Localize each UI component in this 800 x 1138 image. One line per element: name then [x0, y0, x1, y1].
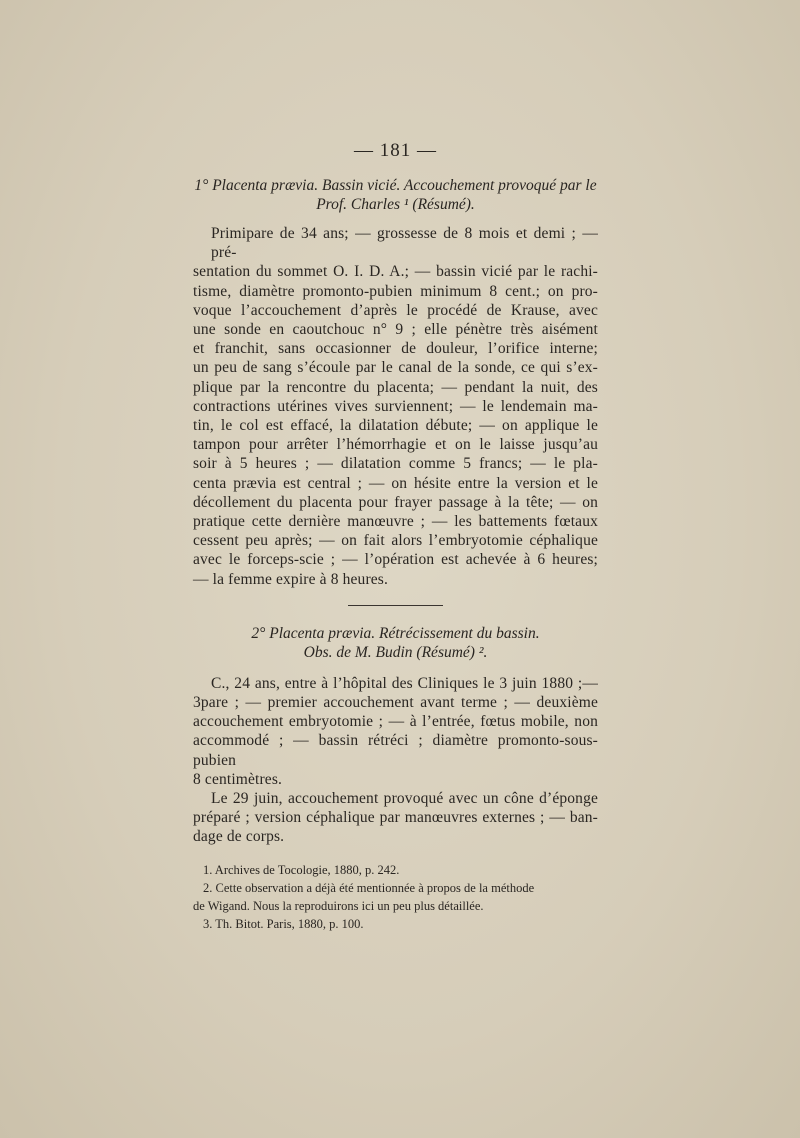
footnote: 2. Cette observation a déjà été mentionnée à propos de la méthode	[203, 880, 535, 895]
text-line: sentation du sommet O. I. D. A.; — bassin vicié par le rachi-	[193, 263, 598, 281]
text-line: centa prævia est central ; — on hésite entre la version et le	[193, 474, 598, 492]
footnotes	[193, 861, 598, 933]
section-1-paragraph	[193, 224, 598, 589]
text-line: avec le forceps-scie ; — l’opération est achevée à 6 heures;	[193, 551, 598, 569]
footnote: 3. Th. Bitot. Paris, 1880, p. 100.	[203, 916, 364, 931]
text-line: Le 29 juin, accouchement provoqué avec un cône d’éponge	[211, 790, 598, 808]
heading-line: 2° Placenta prævia. Rétrécissement du bassin.	[251, 624, 540, 642]
text-line: soir à 5 heures ; — dilatation comme 5 francs; — le pla-	[193, 455, 598, 473]
text-line: contractions utérines vives surviennent; — le lendemain ma-	[193, 397, 598, 415]
text-line: pratique cette dernière manœuvre ; — les battements fœtaux	[193, 513, 598, 531]
text-line: plique par la rencontre du placenta; — pendant la nuit, des	[193, 378, 598, 396]
text-line: décollement du placenta pour frayer passage à la tête; — on	[193, 493, 598, 511]
text-line: une sonde en caoutchouc n° 9 ; elle pénètre très aisément	[193, 321, 598, 339]
text-line: Primipare de 34 ans; — grossesse de 8 mois et demi ; — pré-	[211, 225, 598, 262]
section-divider	[348, 605, 443, 606]
text-line: préparé ; version céphalique par manœuvres externes ; — ban-	[193, 809, 598, 827]
text-line: 8 centimètres.	[193, 770, 283, 788]
text-line: un peu de sang s’écoule par le canal de la sonde, ce qui s’ex-	[193, 359, 598, 377]
text-line: accouchement embryotomie ; — à l’entrée, fœtus mobile, non	[193, 713, 598, 731]
heading-line: Obs. de M. Budin (Résumé) ².	[303, 643, 488, 661]
text-line: accommodé ; — bassin rétréci ; diamètre promonto-sous-pubien	[193, 732, 598, 769]
page-number: — 181 —	[354, 140, 437, 161]
text-line: voque l’accouchement d’après le procédé de Krause, avec	[193, 301, 598, 319]
text-line: C., 24 ans, entre à l’hôpital des Cliniques le 3 juin 1880 ;—	[211, 674, 598, 692]
text-line: — la femme expire à 8 heures.	[193, 570, 389, 588]
section-1-heading	[193, 176, 598, 214]
text-block	[193, 140, 598, 933]
text-line: dage de corps.	[193, 828, 285, 846]
text-line: tampon pour arrêter l’hémorrhagie et on le laisse jusqu’au	[193, 436, 598, 454]
text-line: tin, le col est effacé, la dilatation débute; — on applique le	[193, 417, 598, 435]
section-2-heading	[193, 624, 598, 662]
text-line: et franchit, sans occasionner de douleur, l’orifice interne;	[193, 340, 598, 358]
heading-line: Prof. Charles ¹ (Résumé).	[316, 196, 475, 213]
heading-line: 1° Placenta prævia. Bassin vicié. Accouchement provoqué par le	[194, 177, 597, 194]
text-line: tisme, diamètre promonto-pubien minimum 8 cent.; on pro-	[193, 282, 598, 300]
section-2-paragraph-1	[193, 674, 598, 789]
text-line: cessent peu après; — on fait alors l’embryotomie céphalique	[193, 532, 598, 550]
text-line: 3pare ; — premier accouchement avant terme ; — deuxième	[193, 694, 598, 712]
footnote: 1. Archives de Tocologie, 1880, p. 242.	[203, 862, 400, 877]
footnote: de Wigand. Nous la reproduirons ici un peu plus détaillée.	[193, 898, 484, 913]
section-2-paragraph-2	[193, 789, 598, 847]
